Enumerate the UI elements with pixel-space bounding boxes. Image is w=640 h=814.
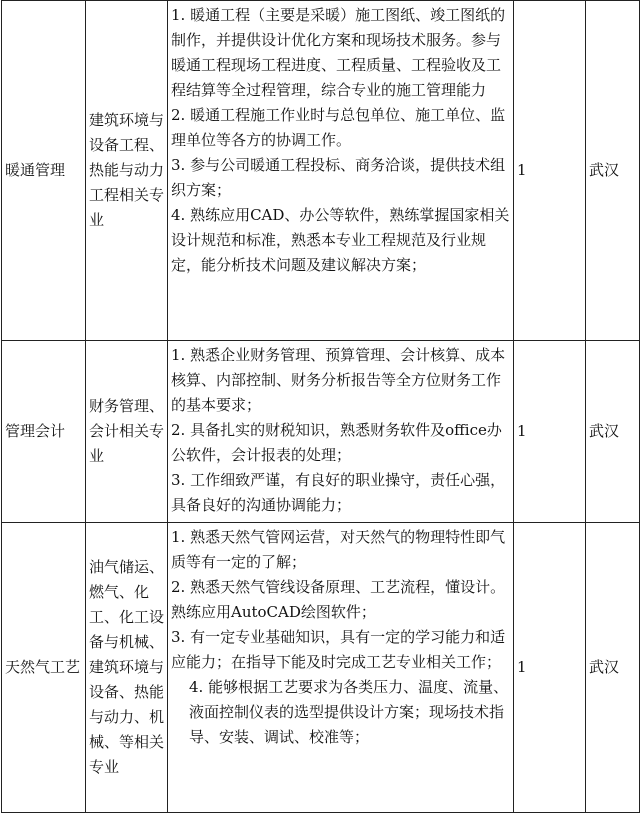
duties-cell — [168, 341, 514, 523]
duty-item: 1. 熟悉天然气管网运营，对天然气的物理特性即气质等有一定的了解； — [171, 528, 506, 571]
duties-cell — [168, 1, 514, 341]
duty-item: 1. 熟悉企业财务管理、预算管理、会计核算、成本核算、内部控制、财务分析报告等全方位财务工作的基本要求； — [171, 346, 506, 414]
position-cell: 天然气工艺 — [2, 523, 86, 813]
table-row — [2, 523, 640, 813]
count-cell: 1 — [514, 1, 586, 341]
major-cell: 建筑环境与设备工程、热能与动力工程相关专业 — [86, 1, 168, 341]
location-cell: 武汉 — [586, 523, 640, 813]
job-table — [1, 0, 640, 813]
position-cell: 管理会计 — [2, 341, 86, 523]
duty-item: 4. 熟练应用CAD、办公等软件，熟练掌握国家相关设计规范和标准，熟悉本专业工程规范及行业规定，能分析技术问题及建议解决方案； — [171, 206, 510, 274]
position-cell: 暖通管理 — [2, 1, 86, 341]
duty-item: 4. 能够根据工艺要求为各类压力、温度、流量、液面控制仪表的选型提供设计方案；现场技术指导、安装、调试、校准等； — [189, 678, 509, 746]
location-cell: 武汉 — [586, 1, 640, 341]
count-cell: 1 — [514, 523, 586, 813]
duty-item: 1. 暖通工程（主要是采暖）施工图纸、竣工图纸的制作，并提供设计优化方案和现场技术服务。参与暖通工程现场工程进度、工程质量、工程验收及工程结算等全过程管理，综合专业的施工管理能力 — [171, 6, 506, 99]
table-row — [2, 1, 640, 341]
duty-item: 2. 暖通工程施工作业时与总包单位、施工单位、监理单位等各方的协调工作。 — [171, 106, 506, 149]
major-cell: 油气储运、燃气、化工、化工设备与机械、建筑环境与设备、热能与动力、机械、等相关专业 — [86, 523, 168, 813]
duty-item: 3. 工作细致严谨，有良好的职业操守，责任心强，具备良好的沟通协调能力； — [171, 471, 506, 514]
duties-cell — [168, 523, 514, 813]
duty-item: 3. 有一定专业基础知识，具有一定的学习能力和适应能力；在指导下能及时完成工艺专业相关工作； — [171, 628, 506, 671]
count-cell: 1 — [514, 341, 586, 523]
major-cell: 财务管理、会计相关专业 — [86, 341, 168, 523]
location-cell: 武汉 — [586, 341, 640, 523]
duty-item: 2. 熟悉天然气管线设备原理、工艺流程，懂设计。熟练应用AutoCAD绘图软件； — [171, 578, 506, 621]
duty-item: 3. 参与公司暖通工程投标、商务洽谈，提供技术组织方案； — [171, 156, 506, 199]
duty-item: 2. 具备扎实的财税知识，熟悉财务软件及office办公软件，会计报表的处理； — [171, 421, 502, 464]
table-row — [2, 341, 640, 523]
